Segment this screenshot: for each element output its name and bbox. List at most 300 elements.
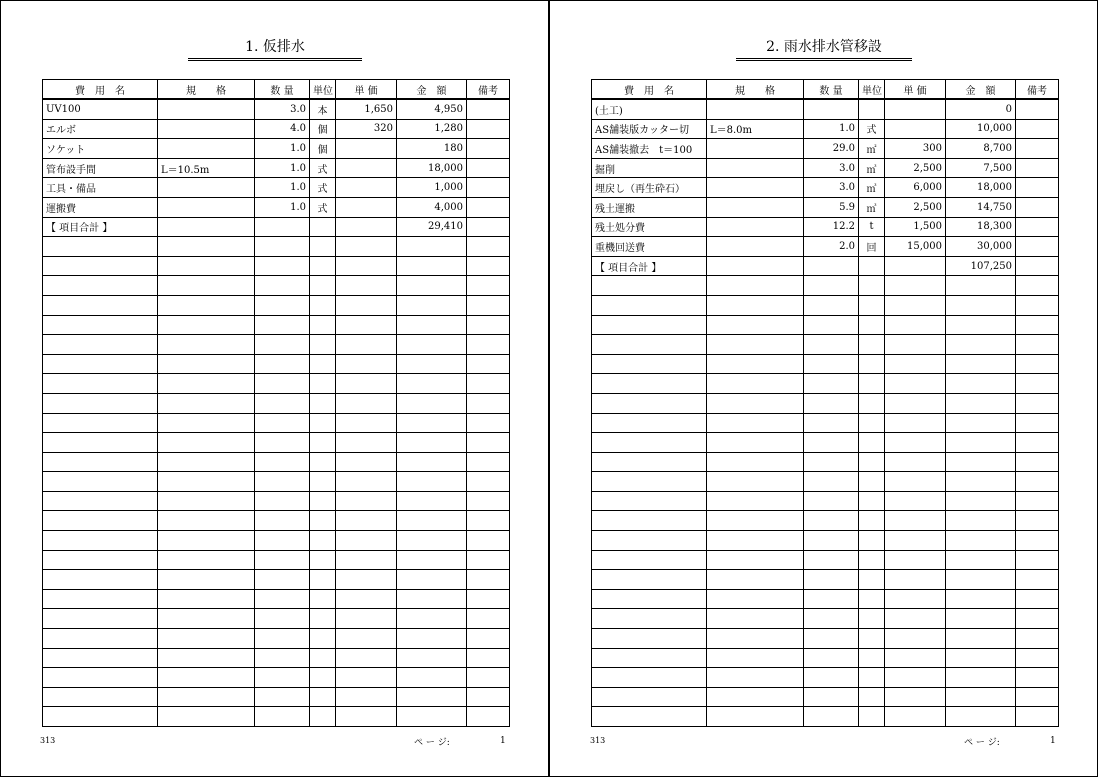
cell-unit-price xyxy=(336,452,397,472)
table-row xyxy=(43,217,510,237)
cell-unit-price xyxy=(336,433,397,453)
cell-amount xyxy=(397,687,467,707)
cell-quantity: 3.0 xyxy=(804,178,859,198)
table-row xyxy=(43,550,510,570)
cell-amount: 0 xyxy=(946,99,1016,119)
cell-spec xyxy=(707,668,804,688)
cell-unit: 個 xyxy=(310,139,336,159)
table-row xyxy=(43,158,510,178)
cost-table xyxy=(591,79,1059,727)
cell-remarks xyxy=(467,276,510,296)
cell-unit xyxy=(859,374,885,394)
cell-amount xyxy=(946,472,1016,492)
cell-item-name xyxy=(43,374,158,394)
cell-quantity xyxy=(255,609,310,629)
cell-amount xyxy=(946,648,1016,668)
table-row xyxy=(43,413,510,433)
page-number: 1 xyxy=(1050,736,1056,746)
cell-item-name xyxy=(43,276,158,296)
cell-unit-price xyxy=(336,374,397,394)
cell-remarks xyxy=(1016,472,1059,492)
cell-quantity xyxy=(804,354,859,374)
cell-item-name xyxy=(43,433,158,453)
table-row xyxy=(592,433,1059,453)
cell-remarks xyxy=(467,570,510,590)
cell-spec xyxy=(707,178,804,198)
page-label: ペ ー ジ: xyxy=(414,738,450,748)
cell-unit: 個 xyxy=(310,119,336,139)
table-row xyxy=(592,511,1059,531)
cell-item-name xyxy=(43,354,158,374)
header-quantity: 数 量 xyxy=(255,80,310,100)
table-row xyxy=(592,217,1059,237)
cell-item-name xyxy=(43,335,158,355)
cell-item-name xyxy=(43,237,158,257)
cell-item-name xyxy=(43,609,158,629)
cell-unit xyxy=(310,609,336,629)
cell-remarks xyxy=(1016,276,1059,296)
cell-unit xyxy=(859,648,885,668)
cell-amount xyxy=(397,374,467,394)
cell-unit xyxy=(859,472,885,492)
cell-amount xyxy=(946,276,1016,296)
cell-spec xyxy=(707,648,804,668)
cell-unit xyxy=(310,531,336,551)
cell-spec xyxy=(707,570,804,590)
cell-unit-price xyxy=(336,668,397,688)
cell-remarks xyxy=(467,119,510,139)
cell-unit: ㎥ xyxy=(859,158,885,178)
cell-spec xyxy=(707,99,804,119)
cell-unit xyxy=(310,433,336,453)
cell-unit-price xyxy=(336,354,397,374)
cell-unit-price xyxy=(885,374,946,394)
table-row xyxy=(43,648,510,668)
cell-quantity xyxy=(255,217,310,237)
cell-unit-price xyxy=(336,707,397,727)
cell-unit-price xyxy=(885,433,946,453)
cell-spec xyxy=(158,687,255,707)
cell-item-name xyxy=(592,589,707,609)
cell-remarks xyxy=(467,609,510,629)
cell-remarks xyxy=(467,99,510,119)
cell-remarks xyxy=(1016,178,1059,198)
cell-item-name: 管布設手間 xyxy=(43,158,158,178)
table-row xyxy=(592,295,1059,315)
cell-unit xyxy=(310,374,336,394)
cell-amount xyxy=(397,472,467,492)
cell-item-name xyxy=(43,531,158,551)
cell-amount xyxy=(397,668,467,688)
cell-remarks xyxy=(467,550,510,570)
cell-remarks xyxy=(467,491,510,511)
cell-amount xyxy=(946,354,1016,374)
cell-remarks xyxy=(467,315,510,335)
cell-unit xyxy=(859,256,885,276)
cell-quantity xyxy=(804,452,859,472)
cell-spec xyxy=(707,393,804,413)
cell-remarks xyxy=(1016,550,1059,570)
cell-unit-price xyxy=(336,217,397,237)
cell-remarks xyxy=(467,374,510,394)
cell-remarks xyxy=(1016,707,1059,727)
cell-item-name xyxy=(43,589,158,609)
cell-quantity xyxy=(255,433,310,453)
cell-amount xyxy=(397,648,467,668)
cell-spec xyxy=(707,197,804,217)
table-row xyxy=(592,374,1059,394)
cell-spec xyxy=(707,256,804,276)
cell-unit: 式 xyxy=(859,119,885,139)
cell-item-name xyxy=(43,629,158,649)
cell-amount xyxy=(397,295,467,315)
cell-remarks xyxy=(467,668,510,688)
cell-remarks xyxy=(467,158,510,178)
cell-item-name xyxy=(592,354,707,374)
cell-amount xyxy=(397,609,467,629)
cell-amount xyxy=(946,374,1016,394)
table-row xyxy=(592,589,1059,609)
cell-amount: 18,000 xyxy=(397,158,467,178)
cell-spec xyxy=(158,354,255,374)
cell-item-name: 埋戻し（再生砕石） xyxy=(592,178,707,198)
cell-spec xyxy=(707,315,804,335)
cell-remarks xyxy=(467,413,510,433)
cell-quantity: 29.0 xyxy=(804,139,859,159)
cell-spec xyxy=(707,276,804,296)
cell-quantity xyxy=(804,335,859,355)
cell-spec xyxy=(707,629,804,649)
cell-quantity xyxy=(804,295,859,315)
table-row xyxy=(592,354,1059,374)
cell-amount: 4,000 xyxy=(397,197,467,217)
cell-spec xyxy=(158,374,255,394)
cell-item-name xyxy=(43,315,158,335)
cell-remarks xyxy=(1016,354,1059,374)
cell-unit-price xyxy=(885,589,946,609)
cell-unit: 式 xyxy=(310,178,336,198)
cell-quantity: 4.0 xyxy=(255,119,310,139)
cell-item-name: 残土処分費 xyxy=(592,217,707,237)
cell-unit-price: 1,500 xyxy=(885,217,946,237)
cell-amount: 7,500 xyxy=(946,158,1016,178)
cell-spec xyxy=(158,139,255,159)
cell-quantity xyxy=(255,276,310,296)
cell-item-name xyxy=(592,570,707,590)
cell-item-name xyxy=(592,609,707,629)
cell-spec xyxy=(707,413,804,433)
cell-unit-price xyxy=(885,491,946,511)
cell-quantity xyxy=(804,589,859,609)
cell-unit xyxy=(859,393,885,413)
cell-spec xyxy=(707,452,804,472)
cell-amount xyxy=(397,707,467,727)
cell-unit xyxy=(859,315,885,335)
cell-spec xyxy=(707,374,804,394)
cell-amount xyxy=(397,335,467,355)
header-unit-price: 単 価 xyxy=(336,80,397,100)
table-row xyxy=(592,472,1059,492)
cell-unit xyxy=(310,707,336,727)
cell-spec xyxy=(707,687,804,707)
cell-remarks xyxy=(467,393,510,413)
table-row xyxy=(43,295,510,315)
cell-quantity xyxy=(804,315,859,335)
table-row xyxy=(592,158,1059,178)
cell-remarks xyxy=(1016,531,1059,551)
cell-remarks xyxy=(1016,237,1059,257)
cell-spec xyxy=(158,668,255,688)
cell-unit-price xyxy=(336,237,397,257)
cell-quantity xyxy=(255,237,310,257)
table-row xyxy=(43,531,510,551)
page-label: ペ ー ジ: xyxy=(964,738,1000,748)
header-spec: 規 格 xyxy=(707,80,804,100)
cell-unit: ㎥ xyxy=(859,197,885,217)
cell-unit-price xyxy=(885,256,946,276)
cell-remarks xyxy=(1016,570,1059,590)
table-header-row xyxy=(592,80,1059,100)
cell-item-name xyxy=(43,570,158,590)
cell-item-name xyxy=(592,393,707,413)
cell-quantity xyxy=(804,433,859,453)
header-remarks: 備考 xyxy=(1016,80,1059,100)
cell-unit-price xyxy=(885,570,946,590)
cell-amount xyxy=(946,609,1016,629)
header-unit: 単位 xyxy=(310,80,336,100)
table-row xyxy=(43,99,510,119)
cell-unit-price: 2,500 xyxy=(885,197,946,217)
cell-unit-price xyxy=(336,295,397,315)
cell-unit-price xyxy=(336,178,397,198)
cell-spec xyxy=(158,276,255,296)
header-unit: 単位 xyxy=(859,80,885,100)
table-row xyxy=(43,629,510,649)
cell-item-name xyxy=(592,295,707,315)
header-amount: 金 額 xyxy=(946,80,1016,100)
table-row xyxy=(592,237,1059,257)
cell-spec xyxy=(158,119,255,139)
cell-unit-price xyxy=(336,413,397,433)
cell-item-name xyxy=(43,452,158,472)
cell-remarks xyxy=(1016,609,1059,629)
cell-unit-price xyxy=(336,609,397,629)
cell-spec xyxy=(707,531,804,551)
cell-spec xyxy=(158,315,255,335)
cell-item-name xyxy=(592,629,707,649)
cell-unit xyxy=(859,295,885,315)
cell-item-name xyxy=(43,707,158,727)
cell-quantity: 2.0 xyxy=(804,237,859,257)
table-row xyxy=(592,335,1059,355)
cell-unit xyxy=(310,276,336,296)
cell-item-name: 掘削 xyxy=(592,158,707,178)
cell-unit-price xyxy=(885,276,946,296)
cell-item-name xyxy=(592,452,707,472)
table-row xyxy=(43,393,510,413)
cell-item-name xyxy=(592,433,707,453)
cell-item-name xyxy=(592,276,707,296)
table-row xyxy=(43,491,510,511)
cell-item-name xyxy=(592,472,707,492)
cell-quantity xyxy=(804,511,859,531)
cell-remarks xyxy=(1016,629,1059,649)
cell-unit xyxy=(859,570,885,590)
table-row xyxy=(43,335,510,355)
table-body xyxy=(43,99,510,727)
table-row xyxy=(43,433,510,453)
cell-remarks xyxy=(1016,295,1059,315)
cell-unit: ㎡ xyxy=(859,139,885,159)
cell-quantity xyxy=(255,354,310,374)
cell-amount xyxy=(946,433,1016,453)
cell-item-name xyxy=(592,315,707,335)
cell-amount: 107,250 xyxy=(946,256,1016,276)
cell-spec xyxy=(707,295,804,315)
cell-unit-price xyxy=(885,531,946,551)
cell-remarks xyxy=(467,139,510,159)
cell-remarks xyxy=(467,197,510,217)
table-row xyxy=(43,472,510,492)
cell-quantity: 3.0 xyxy=(255,99,310,119)
table-row xyxy=(592,197,1059,217)
table-row xyxy=(43,237,510,257)
cell-unit xyxy=(859,707,885,727)
cell-remarks xyxy=(467,237,510,257)
cell-unit xyxy=(310,511,336,531)
cell-remarks xyxy=(1016,648,1059,668)
cell-unit xyxy=(859,511,885,531)
cell-unit xyxy=(310,472,336,492)
cell-spec xyxy=(158,256,255,276)
cell-unit-price xyxy=(336,531,397,551)
cell-item-name: 【 項目合計 】 xyxy=(592,256,707,276)
cell-remarks xyxy=(1016,491,1059,511)
cell-unit xyxy=(310,491,336,511)
cell-spec xyxy=(707,139,804,159)
cell-quantity xyxy=(804,629,859,649)
cell-amount: 29,410 xyxy=(397,217,467,237)
cell-remarks xyxy=(1016,413,1059,433)
cell-quantity xyxy=(804,668,859,688)
cell-amount xyxy=(397,276,467,296)
cell-remarks xyxy=(467,178,510,198)
cell-unit: 本 xyxy=(310,99,336,119)
cell-item-name xyxy=(592,648,707,668)
cell-unit xyxy=(859,589,885,609)
cell-quantity xyxy=(255,629,310,649)
cell-spec xyxy=(707,433,804,453)
cell-remarks xyxy=(467,354,510,374)
cell-item-name xyxy=(43,668,158,688)
cell-quantity: 1.0 xyxy=(804,119,859,139)
cell-amount xyxy=(397,433,467,453)
cell-unit: 式 xyxy=(310,197,336,217)
cell-unit-price: 320 xyxy=(336,119,397,139)
cell-unit: ㎥ xyxy=(859,178,885,198)
cell-amount xyxy=(397,629,467,649)
title-underline xyxy=(188,58,362,61)
cell-amount xyxy=(946,413,1016,433)
cell-item-name xyxy=(43,550,158,570)
cell-quantity xyxy=(255,256,310,276)
cell-amount xyxy=(946,335,1016,355)
cell-unit-price xyxy=(336,276,397,296)
cell-unit-price xyxy=(885,295,946,315)
cell-unit xyxy=(310,256,336,276)
cell-unit xyxy=(859,531,885,551)
cell-unit xyxy=(859,629,885,649)
cell-spec xyxy=(707,217,804,237)
cell-unit xyxy=(859,687,885,707)
cell-remarks xyxy=(1016,511,1059,531)
cell-item-name xyxy=(592,335,707,355)
cell-item-name: 重機回送費 xyxy=(592,237,707,257)
cell-unit xyxy=(310,648,336,668)
cell-remarks xyxy=(1016,335,1059,355)
footer-code: 313 xyxy=(590,736,606,745)
cell-amount xyxy=(946,531,1016,551)
cell-remarks xyxy=(1016,433,1059,453)
cell-unit xyxy=(310,413,336,433)
cell-amount xyxy=(397,570,467,590)
cell-spec xyxy=(158,99,255,119)
cell-unit xyxy=(859,550,885,570)
cell-remarks xyxy=(1016,589,1059,609)
cell-quantity: 1.0 xyxy=(255,178,310,198)
cell-unit xyxy=(310,687,336,707)
cell-unit-price: 15,000 xyxy=(885,237,946,257)
cell-unit xyxy=(310,295,336,315)
cost-table xyxy=(42,79,510,727)
cell-unit-price xyxy=(885,413,946,433)
cell-quantity xyxy=(255,570,310,590)
cell-spec xyxy=(158,491,255,511)
table-row xyxy=(43,178,510,198)
cell-amount xyxy=(946,315,1016,335)
cell-item-name xyxy=(592,707,707,727)
cell-amount xyxy=(946,589,1016,609)
table-row xyxy=(592,687,1059,707)
cell-quantity xyxy=(255,668,310,688)
cell-amount: 18,000 xyxy=(946,178,1016,198)
cell-remarks xyxy=(1016,119,1059,139)
cell-remarks xyxy=(467,589,510,609)
footer-code: 313 xyxy=(40,736,56,745)
table-row xyxy=(592,139,1059,159)
table-row xyxy=(43,707,510,727)
table-row xyxy=(592,99,1059,119)
cell-quantity xyxy=(804,570,859,590)
cell-spec xyxy=(158,217,255,237)
table-row xyxy=(592,119,1059,139)
cell-remarks xyxy=(467,433,510,453)
cell-remarks xyxy=(467,452,510,472)
cell-unit-price: 6,000 xyxy=(885,178,946,198)
cell-unit xyxy=(310,393,336,413)
cell-amount: 18,300 xyxy=(946,217,1016,237)
table-row xyxy=(43,354,510,374)
cell-amount xyxy=(946,629,1016,649)
cell-item-name xyxy=(592,491,707,511)
cell-spec xyxy=(158,335,255,355)
cell-unit: 回 xyxy=(859,237,885,257)
cell-spec xyxy=(707,609,804,629)
cell-remarks xyxy=(1016,315,1059,335)
cell-unit-price xyxy=(885,354,946,374)
cell-amount: 30,000 xyxy=(946,237,1016,257)
cell-item-name: ソケット xyxy=(43,139,158,159)
